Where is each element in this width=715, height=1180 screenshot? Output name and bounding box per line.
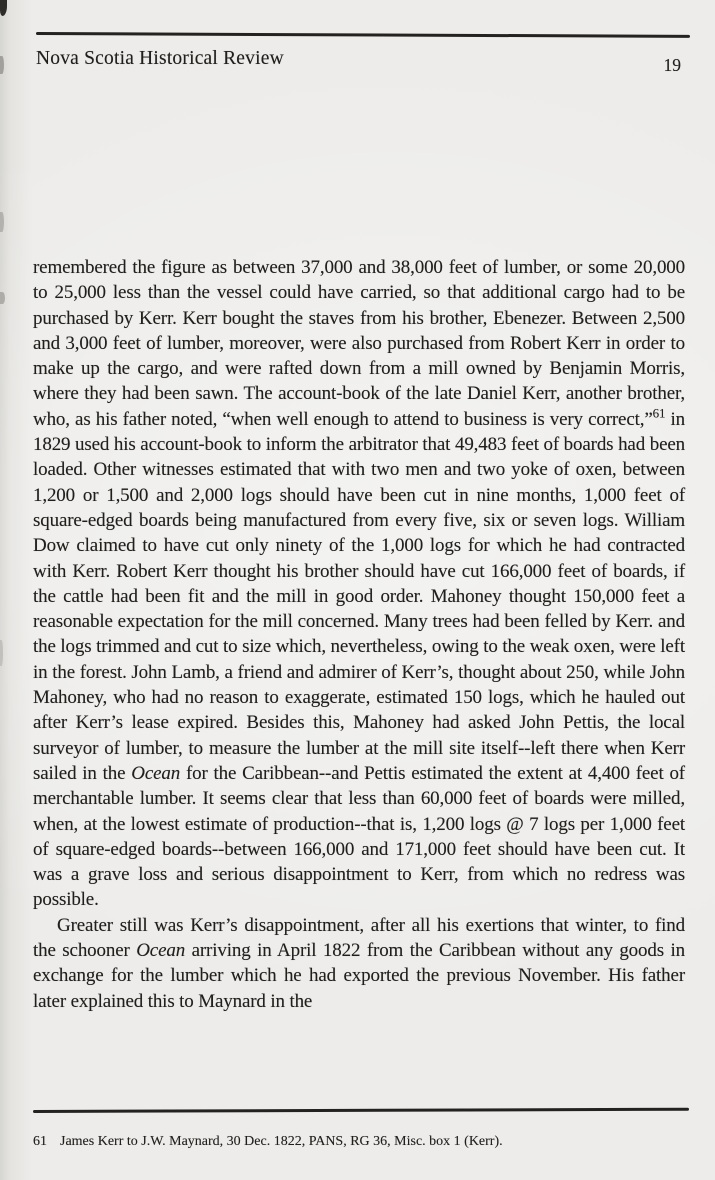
scan-artifact bbox=[0, 56, 4, 74]
scan-artifact bbox=[0, 0, 7, 16]
paragraph-continuation: remembered the figure as between 37,000 and 38,000 feet of lumber, or some 20,000 to 25,000 less than the vessel could have carried, so that additional cargo had to be purchased by Kerr. Kerr bought the staves from his brother, Ebenezer. Between 2,500 and 3,000 feet of lumber, moreover, were also purchased from Robert Kerr in order to make up the cargo, and were rafted down from a mill owned by Benjamin Morris, where they had been sawn. The account-book of the late Daniel Kerr, another brother, who, as his father noted, “when well enough to attend to business is very correct,”$^{61}$ in 1829 used his account-book to inform the arbitrator that 49,483 feet of boards had been loaded. Other witnesses estimated that with two men and two yoke of oxen, between 1,200 or 1,500 and 2,000 logs should have been cut in nine months, 1,000 feet of square-edged boards being manufactured from every five, six or seven logs. William Dow claimed to have cut only ninety of the 1,000 logs for which he had contracted with Kerr. Robert Kerr thought his brother should have cut 166,000 feet of boards, if the cattle had been fit and the mill in good order. Mahoney thought 150,000 feet a reasonable expectation for the mill concerned. Many trees had been felled by Kerr. and the logs trimmed and cut to size which, nevertheless, owing to the weak oxen, were left in the forest. John Lamb, a friend and admirer of Kerr’s, thought about 250, while John Mahoney, who had no reason to exaggerate, estimated 150 logs, which he hauled out after Kerr’s lease expired. Besides this, Mahoney had asked John Pettis, the local surveyor of lumber, to measure the lumber at the mill site itself--left there when Kerr sailed in the Ocean for the Caribbean--and Pettis estimated the extent at 4,400 feet of merchantable lumber. It seems clear that less than 60,000 feet of boards were milled, when, at the lowest estimate of production--that is, 1,200 logs @ 7 logs per 1,000 feet of square-edged boards--between 166,000 and 171,000 feet should have been cut. It was a grave loss and serious disappointment to Kerr, from which no redress was possible. bbox=[33, 257, 685, 911]
footnote-number: 61 bbox=[33, 1134, 47, 1149]
paragraph: Greater still was Kerr’s disappointment, after all his exertions that winter, to find the schooner Ocean arriving in April 1822 from the Caribbean without any goods in exchange for the lumber which he had exported the previous November. His father later explained this to Maynard in the bbox=[33, 914, 685, 1012]
body-text bbox=[33, 255, 685, 1014]
footnote bbox=[33, 1133, 683, 1151]
footnote-rule bbox=[33, 1108, 689, 1113]
scan-artifact bbox=[0, 640, 3, 666]
scan-artifact bbox=[0, 212, 4, 232]
journal-title: Nova Scotia Historical Review bbox=[36, 48, 284, 69]
scan-artifact bbox=[0, 292, 5, 304]
page-number: 19 bbox=[663, 55, 681, 75]
footnote-text: James Kerr to J.W. Maynard, 30 Dec. 1822, PANS, RG 36, Misc. box 1 (Kerr). bbox=[60, 1134, 503, 1149]
header-rule bbox=[36, 32, 690, 38]
